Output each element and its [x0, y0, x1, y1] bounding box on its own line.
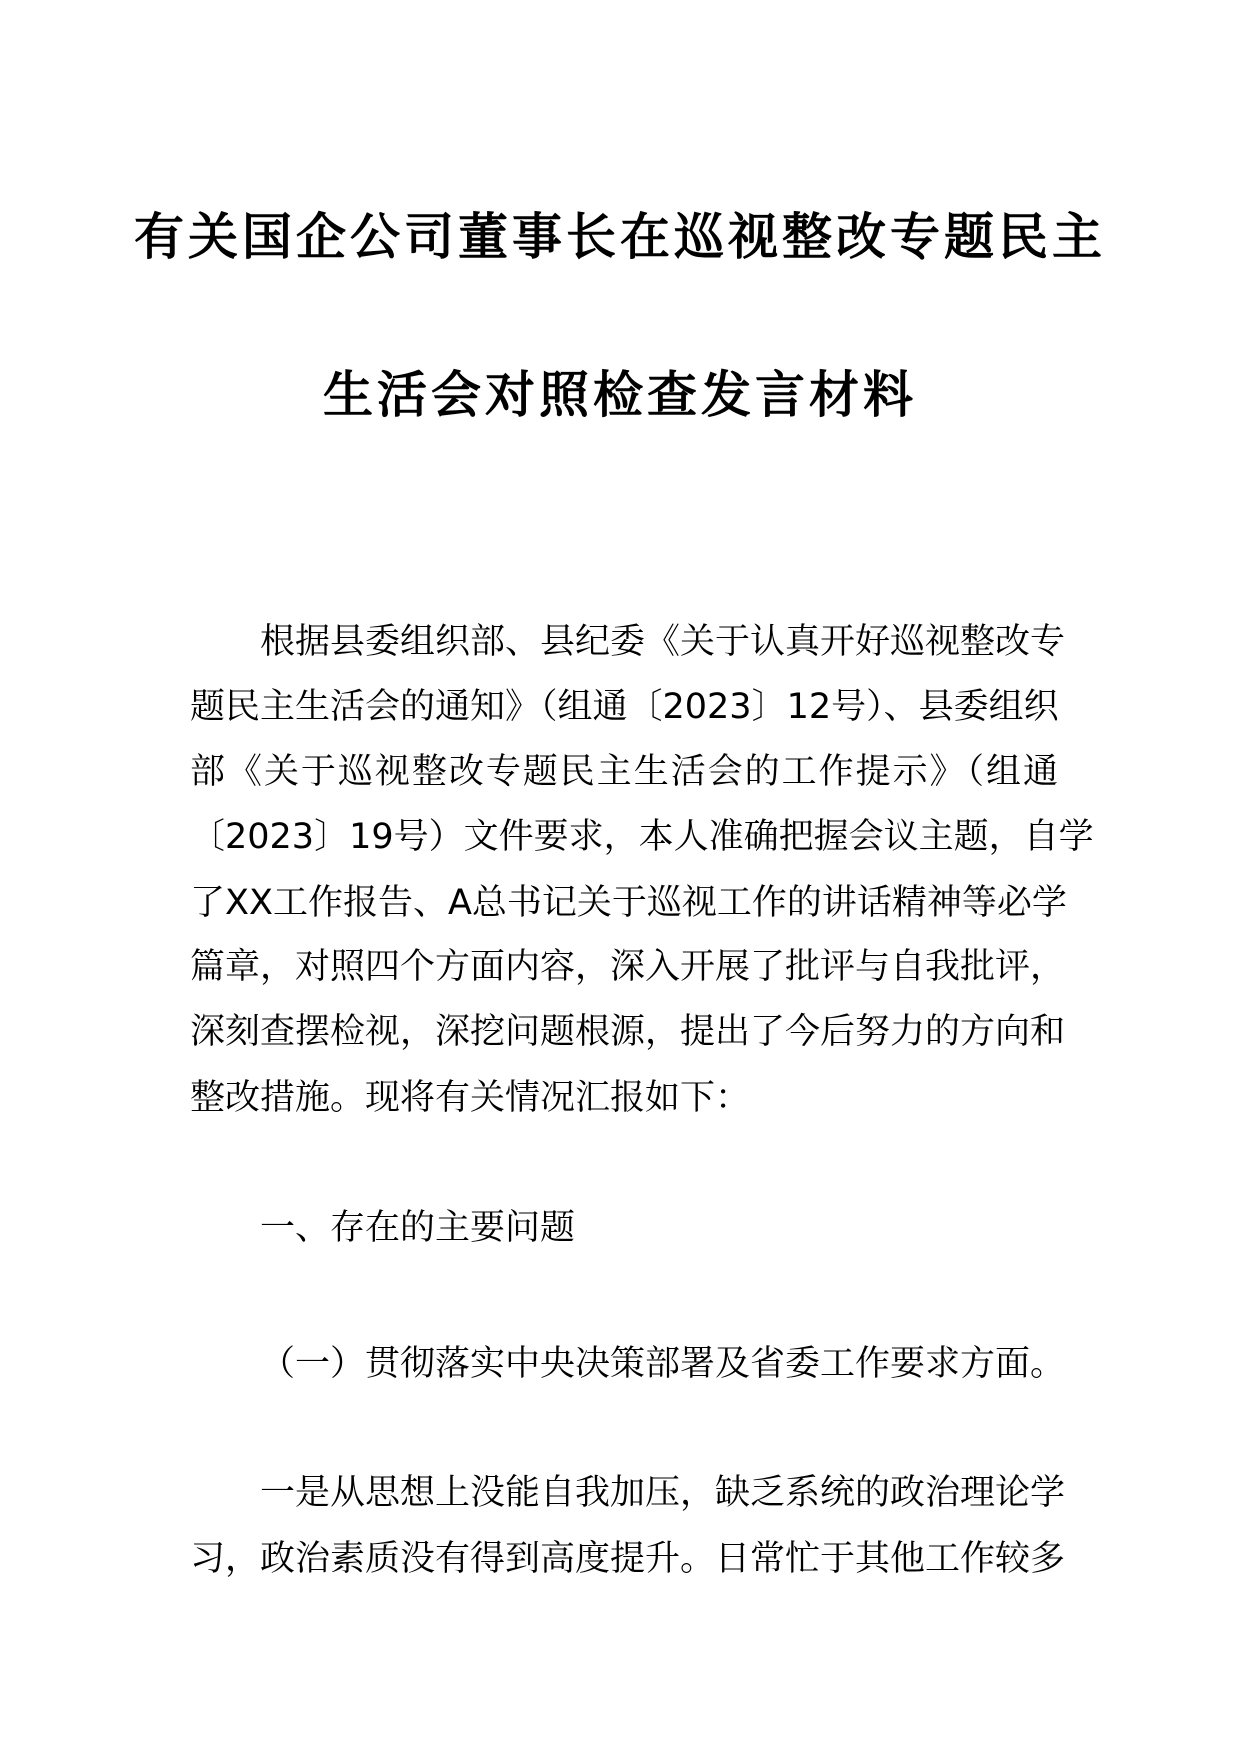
- intro-line: 篇章，对照四个方面内容，深入开展了批评与自我批评，: [190, 947, 1066, 987]
- intro-line: 根据县委组织部、县纪委《关于认真开好巡视整改专: [260, 622, 1066, 662]
- section-heading: 一、存在的主要问题: [260, 1208, 576, 1248]
- subsection-heading: （一）贯彻落实中央决策部署及省委工作要求方面。: [260, 1344, 1066, 1384]
- intro-line: 题民主生活会的通知》（组通〔2023〕12号）、县委组织: [190, 687, 1059, 727]
- intro-line: 部《关于巡视整改专题民主生活会的工作提示》（组通: [190, 752, 1058, 792]
- intro-line: 整改措施。现将有关情况汇报如下：: [190, 1078, 751, 1118]
- intro-line: 了XX工作报告、A总书记关于巡视工作的讲话精神等必学: [190, 883, 1067, 923]
- point-line: 一是从思想上没能自我加压，缺乏系统的政治理论学: [260, 1473, 1066, 1513]
- document-title-line-1: 有关国企公司董事长在巡视整改专题民主: [134, 208, 1106, 266]
- document-title-line-2: 生活会对照检查发言材料: [323, 366, 917, 424]
- intro-line: 〔2023〕19号）文件要求，本人准确把握会议主题，自学: [190, 817, 1094, 857]
- point-line: 习，政治素质没有得到高度提升。日常忙于其他工作较多: [190, 1539, 1066, 1579]
- intro-line: 深刻查摆检视，深挖问题根源，提出了今后努力的方向和: [190, 1012, 1066, 1052]
